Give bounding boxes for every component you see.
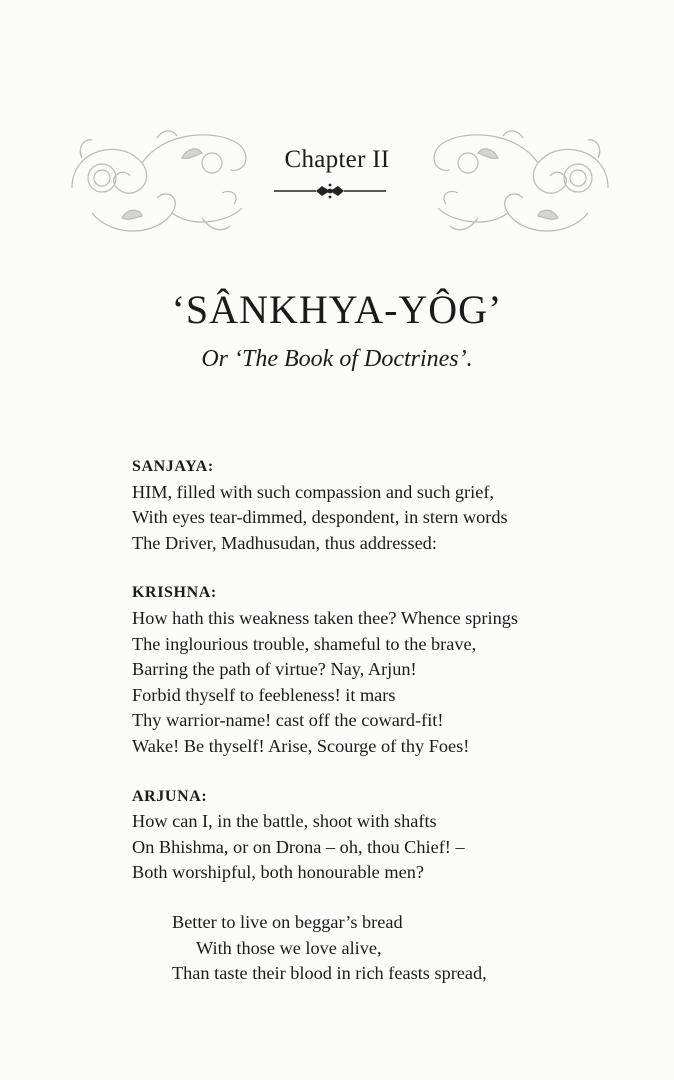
verse-line: How hath this weakness taken thee? Whence springs bbox=[132, 607, 518, 628]
verse-line: Wake! Be thyself! Arise, Scourge of thy Foes! bbox=[132, 735, 470, 756]
indented-verse bbox=[132, 910, 612, 987]
fleuron-divider-icon bbox=[272, 182, 388, 200]
verse-line: With eyes tear-dimmed, despondent, in stern words bbox=[132, 507, 508, 528]
verse-line: On Bhishma, or on Drona – oh, thou Chief! – bbox=[132, 836, 465, 857]
stanza-krishna bbox=[132, 580, 612, 759]
verse-line: How can I, in the battle, shoot with shafts bbox=[132, 811, 437, 832]
verse-line: Better to live on beggar’s bread bbox=[172, 911, 403, 932]
floral-scroll-ornament-right-icon bbox=[418, 118, 618, 248]
page-subtitle: Or ‘The Book of Doctrines’. bbox=[201, 346, 473, 372]
verse-line: With those we love alive, bbox=[196, 937, 382, 958]
speaker-label: ARJUNA: bbox=[132, 787, 208, 805]
verse-line: Forbid thyself to feebleness! it mars bbox=[132, 684, 396, 705]
page-title: ‘SÂNKHYA-YÔG’ bbox=[171, 287, 503, 332]
verse-line: Both worshipful, both honourable men? bbox=[132, 862, 424, 883]
speaker-label: SANJAYA: bbox=[132, 458, 214, 475]
stanza-arjuna bbox=[132, 784, 612, 886]
verse-line: The inglourious trouble, shameful to the brave, bbox=[132, 633, 477, 654]
poem-body bbox=[132, 454, 612, 987]
chapter-heading: Chapter II bbox=[284, 146, 390, 173]
verse-line: Barring the path of virtue? Nay, Arjun! bbox=[132, 659, 417, 680]
verse-line: The Driver, Madhusudan, thus addressed: bbox=[132, 532, 437, 553]
verse-line: Thy warrior-name! cast off the coward-fit! bbox=[132, 710, 444, 731]
floral-scroll-ornament-left-icon bbox=[62, 118, 262, 248]
verse-line: HIM, filled with such compassion and such grief, bbox=[132, 481, 495, 502]
stanza-sanjaya bbox=[132, 454, 612, 556]
verse-line: Than taste their blood in rich feasts spread, bbox=[172, 963, 487, 984]
speaker-label: KRISHNA: bbox=[132, 584, 217, 602]
